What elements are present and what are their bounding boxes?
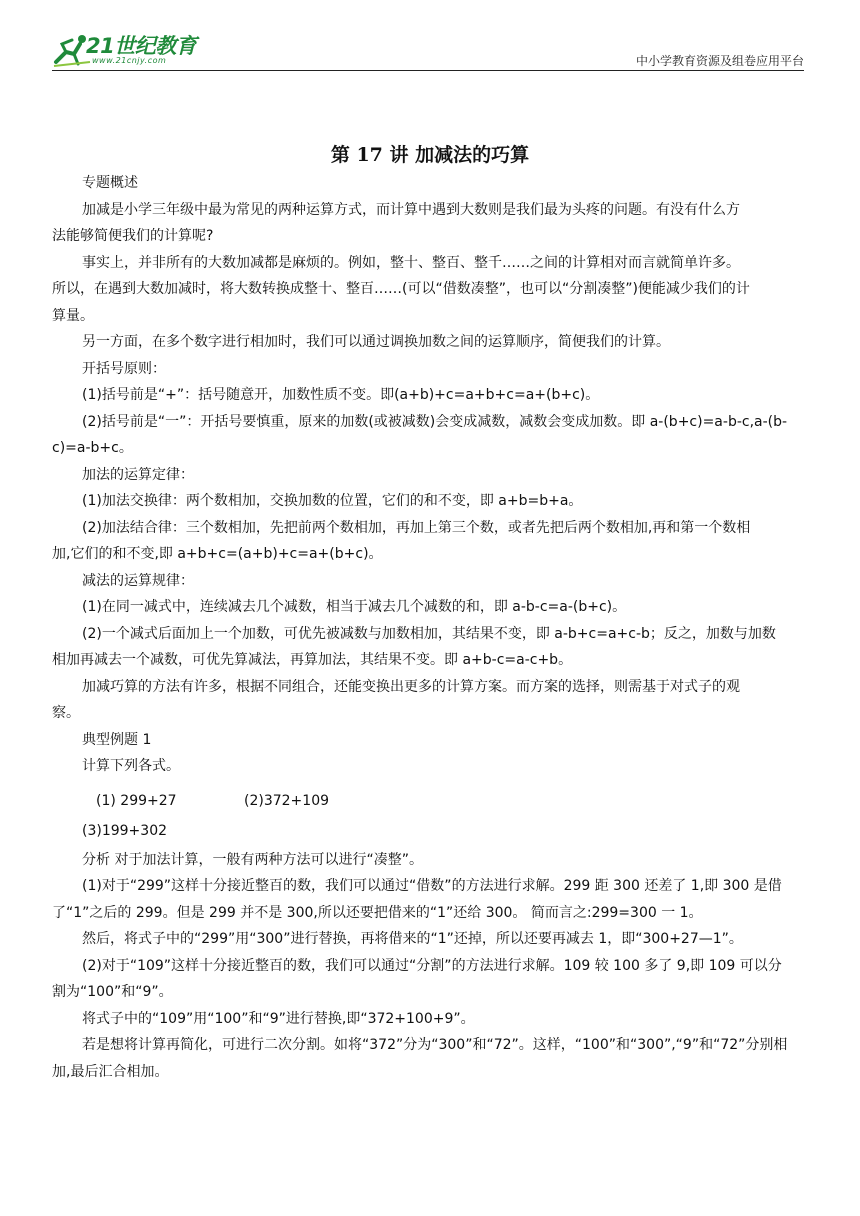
text-line: 加法的运算定律： [82,466,194,483]
text-line: 事实上，并非所有的大数加减都是麻烦的。例如，整十、整百、整千……之间的计算相对而言就简单许多。 [82,254,740,271]
text-line: 加,它们的和不变,即 a+b+c=(a+b)+c=a+(b+c)。 [52,546,383,562]
text-line: 加,最后汇合相加。 [52,1063,169,1080]
formula-1: (1) 299+27 [96,792,177,809]
text-line: 减法的运算规律： [82,572,194,589]
text-line: 若是想将计算再简化，可进行二次分割。如将“372”分为“300”和“72”。这样，“100”和“300”,“9”和“72”分别相 [82,1037,788,1053]
logo-url: www.21cnjy.com [92,56,167,65]
text-line: (1)在同一减式中，连续减去几个减数，相当于减去几个减数的和，即 a-b-c=a-(b+c)。 [82,599,627,615]
example-formulas-2 [82,818,804,845]
logo-text: 21世纪教育 [86,34,197,58]
text-line: 专题概述 [82,175,138,191]
text-line: (1)对于“299”这样十分接近整百的数，我们可以通过“借数”的方法进行求解。299 距 300 还差了 1,即 300 是借 [82,878,782,894]
text-line: 算量。 [52,307,94,324]
platform-name: 中小学教育资源及组卷应用平台 [635,54,804,68]
formula-3: (3)199+302 [82,823,168,839]
text-line: (1)加法交换律：两个数相加，交换加数的位置，它们的和不变，即 a+b=b+a。 [82,493,583,509]
text-line: 将式子中的“109”用“100”和“9”进行替换,即“372+100+9”。 [82,1010,475,1027]
text-line: (2)括号前是“一”：开括号要慎重，原来的加数(或被减数)会变成减数，减数会变成加数。即 a-(b+c)=a-b-c,a-(b- [82,413,788,430]
formula-2: (2)372+109 [244,792,330,809]
page-title: 第 17 讲 加减法的巧算 [330,144,530,166]
text-line: 加减巧算的方法有许多，根据不同组合，还能变换出更多的计算方案。而方案的选择，则需基于对式子的观 [82,678,740,695]
text-line: 计算下列各式。 [82,758,180,774]
text-line: c)=a-b+c。 [52,440,133,456]
text-line: 加减是小学三年级中最为常见的两种运算方式，而计算中遇到大数则是我们最为头疼的问题。有没有什么方 [82,201,740,218]
text-line: 另一方面，在多个数字进行相加时，我们可以通过调换加数之间的运算顺序，简便我们的计算。 [82,334,670,350]
text-line: (2)一个减式后面加上一个加数，可优先被减数与加数相加，其结果不变，即 a-b+c=a+c-b；反之，加数与加数 [82,625,776,642]
header-divider [52,70,804,71]
text-line: 察。 [52,705,80,721]
text-line: 割为“100”和“9”。 [52,984,173,1000]
document-body [52,170,804,1085]
text-line: 了“1”之后的 299。但是 299 并不是 300,所以还要把借来的“1”还给 300。 简而言之:299=300 一 1。 [52,904,703,921]
text-line: 法能够简便我们的计算呢? [52,228,214,244]
page-header [52,24,804,72]
text-line: (2)对于“109”这样十分接近整百的数，我们可以通过“分割”的方法进行求解。109 较 100 多了 9,即 109 可以分 [82,957,782,974]
text-line: 所以，在遇到大数加减时，将大数转换成整十、整百……(可以“借数凑整”，也可以“分割凑整”)便能减少我们的计 [52,281,750,297]
text-line: 开括号原则： [82,360,166,377]
section-overview [52,170,804,780]
text-line: 相加再减去一个减数，可优先算减法，再算加法，其结果不变。即 a+b-c=a-c+b。 [52,652,573,668]
text-line: 然后，将式子中的“299”用“300”进行替换，再将借来的“1”还掉，所以还要再减去 1，即“300+27—1”。 [82,931,743,947]
text-line: 分析 对于加法计算，一般有两种方法可以进行“凑整”。 [82,851,423,868]
text-line: (2)加法结合律：三个数相加，先把前两个数相加，再加上第三个数，或者先把后两个数相加,再和第一个数相 [82,519,751,536]
logo [52,30,232,70]
section-analysis [52,847,804,1086]
example-formulas [82,788,804,815]
text-line: 典型例题 1 [82,731,152,748]
text-line: (1)括号前是“+”：括号随意开，加数性质不变。即(a+b)+c=a+b+c=a+(b+c)。 [82,387,600,403]
